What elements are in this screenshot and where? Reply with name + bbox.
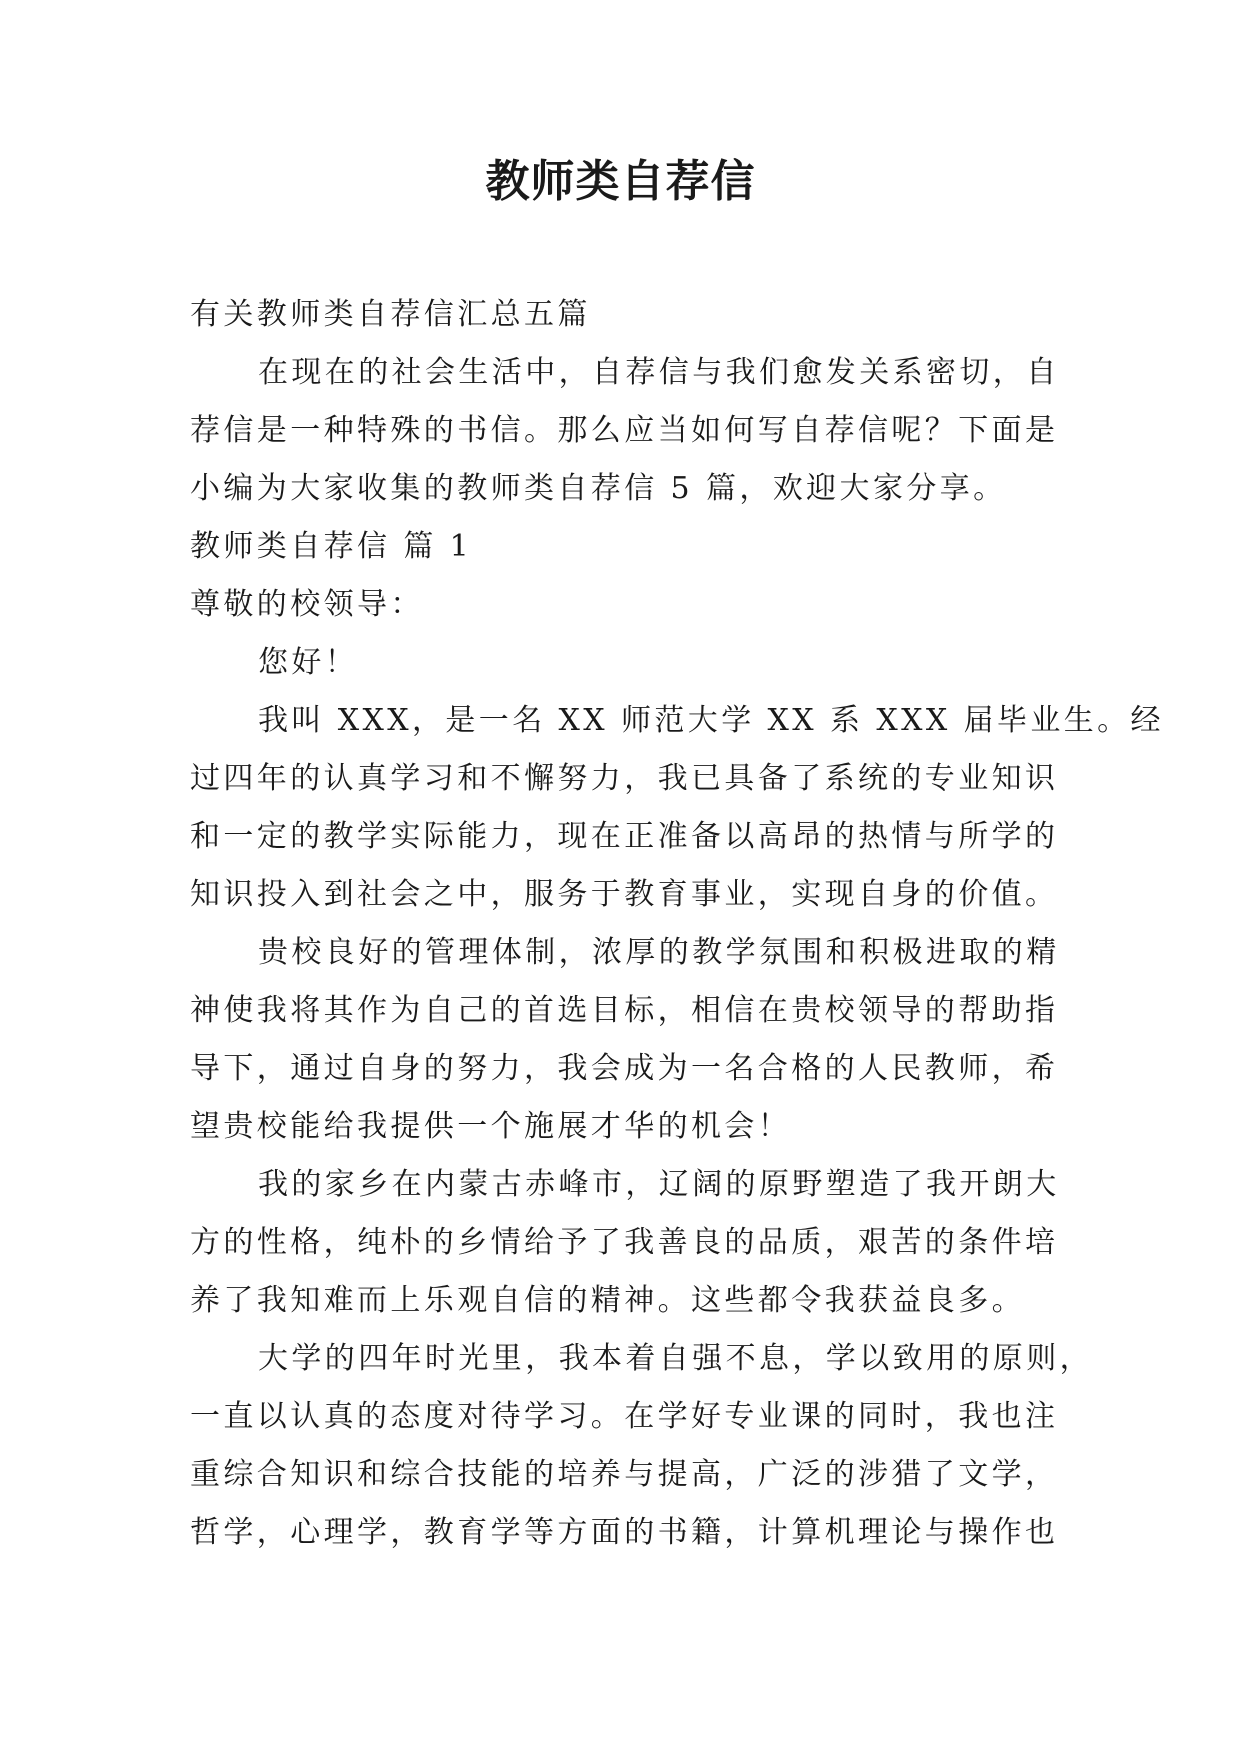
text-line: 您好！	[258, 645, 359, 680]
text-line: 有关教师类自荐信汇总五篇	[190, 297, 591, 332]
text-line: 在现在的社会生活中，自荐信与我们愈发关系密切，自	[258, 355, 1060, 390]
text-line: 养了我知难而上乐观自信的精神。这些都令我获益良多。	[190, 1283, 1025, 1318]
text-line: 导下，通过自身的努力，我会成为一名合格的人民教师，希	[190, 1051, 1059, 1086]
document-body	[190, 286, 1164, 1562]
text-line: 和一定的教学实际能力，现在正准备以高昂的热情与所学的	[190, 819, 1059, 854]
text-line: 重综合知识和综合技能的培养与提高，广泛的涉猎了文学，	[190, 1457, 1059, 1492]
text-line: 望贵校能给我提供一个施展才华的机会！	[190, 1109, 792, 1144]
text-line: 哲学，心理学，教育学等方面的书籍，计算机理论与操作也	[190, 1515, 1059, 1550]
text-line: 我叫 XXX，是一名 XX 师范大学 XX 系 XXX 届毕业生。经	[258, 703, 1164, 738]
text-line: 大学的四年时光里，我本着自强不息，学以致用的原则，	[258, 1341, 1093, 1376]
text-line: 贵校良好的管理体制，浓厚的教学氛围和积极进取的精	[258, 935, 1060, 970]
document-title: 教师类自荐信	[485, 156, 756, 207]
text-line: 我的家乡在内蒙古赤峰市，辽阔的原野塑造了我开朗大	[258, 1167, 1060, 1202]
text-line: 尊敬的校领导：	[190, 587, 424, 622]
text-line: 一直以认真的态度对待学习。在学好专业课的同时，我也注	[190, 1399, 1059, 1434]
text-line: 小编为大家收集的教师类自荐信 5 篇，欢迎大家分享。	[190, 471, 1007, 506]
text-line: 教师类自荐信 篇 1	[190, 529, 473, 564]
text-line: 过四年的认真学习和不懈努力，我已具备了系统的专业知识	[190, 761, 1059, 796]
text-line: 荐信是一种特殊的书信。那么应当如何写自荐信呢？下面是	[190, 413, 1059, 448]
text-line: 知识投入到社会之中，服务于教育事业，实现自身的价值。	[190, 877, 1059, 912]
text-line: 神使我将其作为自己的首选目标，相信在贵校领导的帮助指	[190, 993, 1059, 1028]
text-line: 方的性格，纯朴的乡情给予了我善良的品质，艰苦的条件培	[190, 1225, 1059, 1260]
